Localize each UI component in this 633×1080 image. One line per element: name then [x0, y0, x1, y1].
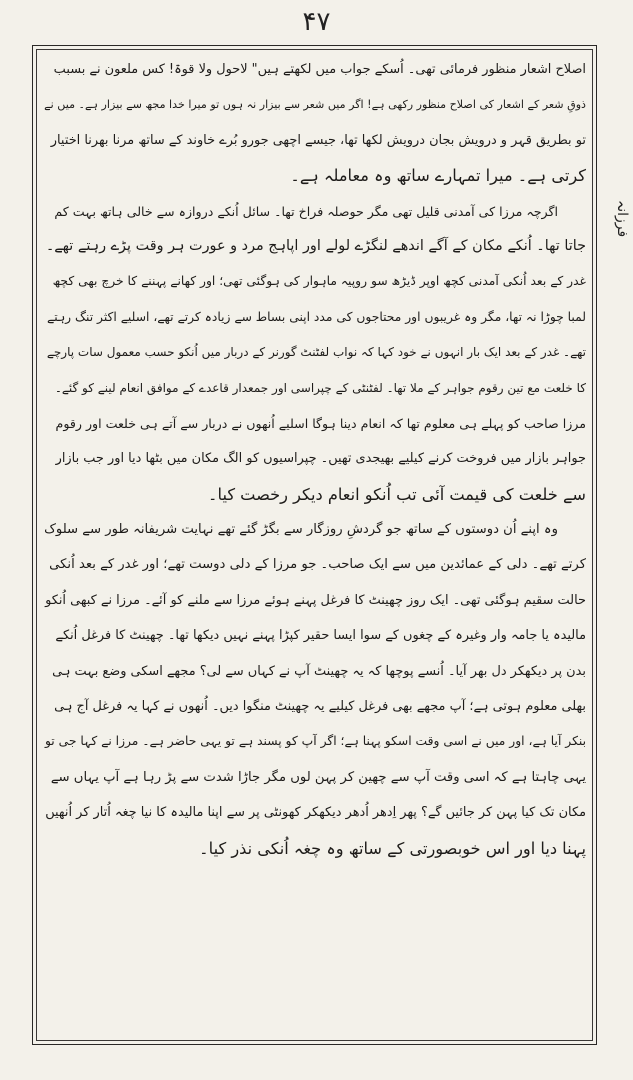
text-line: جاتا تھا۔ اُنکے مکان کے آگے اندھے لنگڑے لولے اور اپاہج مرد و عورت ہر وقت پڑے رہتے تھے۔ [45, 237, 586, 254]
text-line: لمبا چوڑا نہ تھا، مگر وہ غریبوں اور محتاجوں کی مدد اپنی بساط سے زیادہ کرتے تھے، اسلیے اکثر تنگ رہتے [47, 309, 586, 324]
text-line: تھے۔ غدر کے بعد ایک بار انہوں نے خود کہا کہ نواب لفٹنٹ گورنر کے دربار میں اُنکو حسب معمول سات پارچے [46, 345, 586, 360]
text-line: ذوقِ شعر کے اشعار کی اصلاح منظور رکھی ہے! اگر میں شعر سے بیزار نہ ہوں تو میرا خدا مجھ سے بیزار ہے۔ میں نے [44, 98, 586, 112]
text-line: پہنا دیا اور اس خوبصورتی کے ساتھ وہ چغہ اُنکی نذر کیا۔ [199, 838, 586, 858]
text-line: مالیدہ یا جامہ وار وغیرہ کے چغوں کے سوا ایسا حقیر کپڑا پہنے نہیں دیکھا تھا۔ چھینٹ کا فرغل اُنکے [55, 628, 586, 644]
text-line: سے خلعت کی قیمت آئی تب اُنکو انعام دیکر رخصت کیا۔ [208, 484, 586, 504]
text-line: مرزا صاحب کو پہلے ہی معلوم تھا کہ انعام دینا ہوگا اسلیے اُنھوں نے دربار سے آتے ہی خلعت اور رقوم [55, 415, 586, 431]
text-line: بدن پر دیکھکر دل بھر آیا۔ اُنسے پوچھا کہ یہ چھینٹ آپ نے کہاں سے لی؟ مجھے اسکی وضع بہت ہی [52, 663, 586, 679]
text-line: کا خلعت مع تین رقوم جواہر کے ملا تھا۔ لفٹنٹی کے چپراسی اور جمعدار قاعدے کے موافق انعام لینے کو گئے۔ [54, 380, 586, 395]
text-body [44, 52, 586, 866]
text-line: غدر کے بعد اُنکی آمدنی کچھ اوپر ڈیڑھ سو روپیہ ماہوار کی ہوگئی تھی؛ اور کھانے پہننے کا خرچ بھی کچھ [52, 274, 586, 289]
margin-note: فرزانہ [614, 200, 630, 238]
text-line: جواہر بازار میں فروخت کرنے کیلیے بھیجدی تھیں۔ چپراسیوں کو الگ مکان میں بٹھا دیا اور جب بازار [55, 451, 586, 467]
text-line: کرتے تھے۔ دلی کے عمائدین میں سے ایک صاحب۔ جو مرزا کے دلی دوست تھے؛ اور غدر کے بعد اُنکی [49, 557, 586, 573]
text-line: مکان تک کیا پہن کر جائیں گے؟ پھر اِدھر اُدھر دیکھکر کھونٹی پر سے اپنا مالیدہ کا نیا چغہ اُتار کر اُنھیں [45, 805, 586, 821]
page-number: ۴۷ [302, 7, 331, 37]
text-line: کرتی ہے۔ میرا تمہارے ساتھ وہ معاملہ ہے۔ [290, 166, 586, 186]
text-line: بھلی معلوم ہوتی ہے؛ آپ مجھے بھی فرغل کیلیے یہ چھینٹ منگوا دیں۔ اُنھوں نے کہا یہ فرغل آج ہی [54, 699, 586, 715]
text-line: اصلاح اشعار منظور فرمائی تھی۔ اُسکے جواب میں لکھتے ہیں" لاحول ولا قوۃ! کس ملعون نے بسبب [53, 62, 586, 77]
text-line: بنکر آیا ہے، اور میں نے اسی وقت اسکو پہنا ہے؛ اگر آپ کو پسند ہے تو یہی حاضر ہے۔ مرزا نے کہا جی تو [44, 734, 586, 749]
text-line: وہ اپنے اُن دوستوں کے ساتھ جو گردشِ روزگار سے بگڑ گئے تھے نہایت شریفانہ طور سے سلوک [44, 522, 558, 538]
text-line: یہی چاہتا ہے کہ اسی وقت آپ سے چھین کر پہن لوں مگر جاڑا شدت سے پڑ رہا ہے آپ یہاں سے [50, 769, 586, 785]
text-line: اگرچہ مرزا کی آمدنی قلیل تھی مگر حوصلہ فراخ تھا۔ سائل اُنکے دروازہ سے خالی ہاتھ بہت کم [54, 203, 558, 219]
text-line: تو بطریق قہر و درویش بجان درویش لکھا تھا، جیسے اچھی جورو بُرے خاوند کے ساتھ مرنا بھرنا اختیار [50, 132, 586, 148]
text-line: حالت سقیم ہوگئی تھی۔ ایک روز چھینٹ کا فرغل پہنے ہوئے مرزا سے ملنے کو آئے۔ مرزا نے کبھی اُنکو [45, 592, 586, 608]
